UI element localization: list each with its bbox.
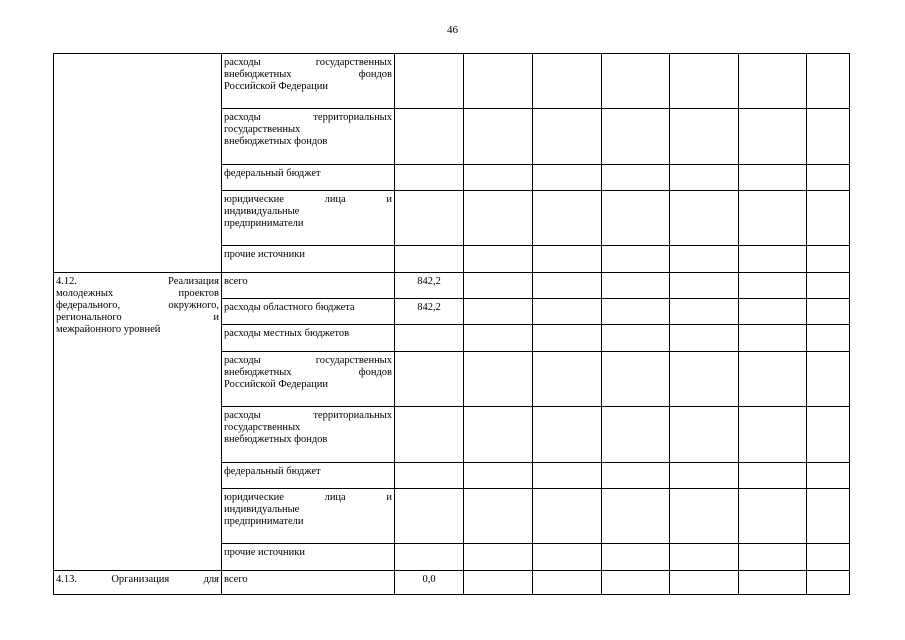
- source-label: [222, 165, 395, 191]
- label-line: внебюджетных фондов: [224, 434, 328, 445]
- event-cell-continued: [54, 54, 222, 273]
- label-line: прочие источники: [224, 547, 305, 558]
- label-line: расходы областного бюджета: [224, 302, 355, 313]
- source-label: [222, 571, 395, 595]
- label-line: прочие источники: [224, 249, 305, 260]
- value-cell: [395, 407, 464, 463]
- source-label: [222, 54, 395, 109]
- event-line: 4.13. Организация для: [56, 574, 219, 585]
- label-line: Российской Федерации: [224, 379, 328, 390]
- label-line: внебюджетных фондов: [224, 136, 328, 147]
- label-line: внебюджетных фондов: [224, 69, 392, 80]
- label-line: предприниматели: [224, 516, 304, 527]
- value-cell: [395, 463, 464, 489]
- value-cell: [395, 489, 464, 544]
- source-label: [222, 191, 395, 246]
- label-line: расходы местных бюджетов: [224, 328, 350, 339]
- label-line: всего: [224, 574, 248, 585]
- table-row: [54, 571, 850, 595]
- label-line: расходы территориальных: [224, 112, 392, 123]
- value-cell: [395, 325, 464, 352]
- value-cell: [395, 54, 464, 109]
- event-4-13-title: [54, 571, 222, 595]
- table-row: [54, 54, 850, 109]
- source-label: [222, 463, 395, 489]
- label-line: юридические лица и: [224, 492, 392, 503]
- value-cell: [395, 109, 464, 165]
- value-cell: 842,2: [395, 273, 464, 299]
- label-line: расходы территориальных: [224, 410, 392, 421]
- label-line: расходы государственных: [224, 355, 392, 366]
- value-cell: 0,0: [395, 571, 464, 595]
- source-label: [222, 246, 395, 273]
- value-cell: [395, 191, 464, 246]
- label-line: расходы государственных: [224, 57, 392, 68]
- label-line: индивидуальные: [224, 504, 300, 515]
- label-line: всего: [224, 276, 248, 287]
- source-label: [222, 489, 395, 544]
- value-cell: 842,2: [395, 299, 464, 325]
- budget-table: [53, 53, 850, 595]
- source-label: [222, 109, 395, 165]
- label-line: федеральный бюджет: [224, 168, 321, 179]
- label-line: предприниматели: [224, 218, 304, 229]
- label-line: федеральный бюджет: [224, 466, 321, 477]
- label-line: Российской Федерации: [224, 81, 328, 92]
- label-line: юридические лица и: [224, 194, 392, 205]
- label-line: внебюджетных фондов: [224, 367, 392, 378]
- event-line: молодежных проектов: [56, 288, 219, 299]
- event-line: межрайонного уровней: [56, 324, 161, 335]
- source-label: [222, 273, 395, 299]
- label-line: государственных: [224, 422, 301, 433]
- label-line: индивидуальные: [224, 206, 300, 217]
- source-label: [222, 352, 395, 407]
- source-label: [222, 544, 395, 571]
- event-line: 4.12. Реализация: [56, 276, 219, 287]
- page-number: 46: [447, 24, 458, 36]
- event-line: федерального, окружного,: [56, 300, 219, 311]
- value-cell: [395, 544, 464, 571]
- label-line: государственных: [224, 124, 301, 135]
- source-label: [222, 325, 395, 352]
- value-cell: [395, 352, 464, 407]
- value-cell: [395, 165, 464, 191]
- table-row: [54, 273, 850, 299]
- source-label: [222, 299, 395, 325]
- value-cell: [395, 246, 464, 273]
- event-line: регионального и: [56, 312, 219, 323]
- event-4-12-title: [54, 273, 222, 571]
- source-label: [222, 407, 395, 463]
